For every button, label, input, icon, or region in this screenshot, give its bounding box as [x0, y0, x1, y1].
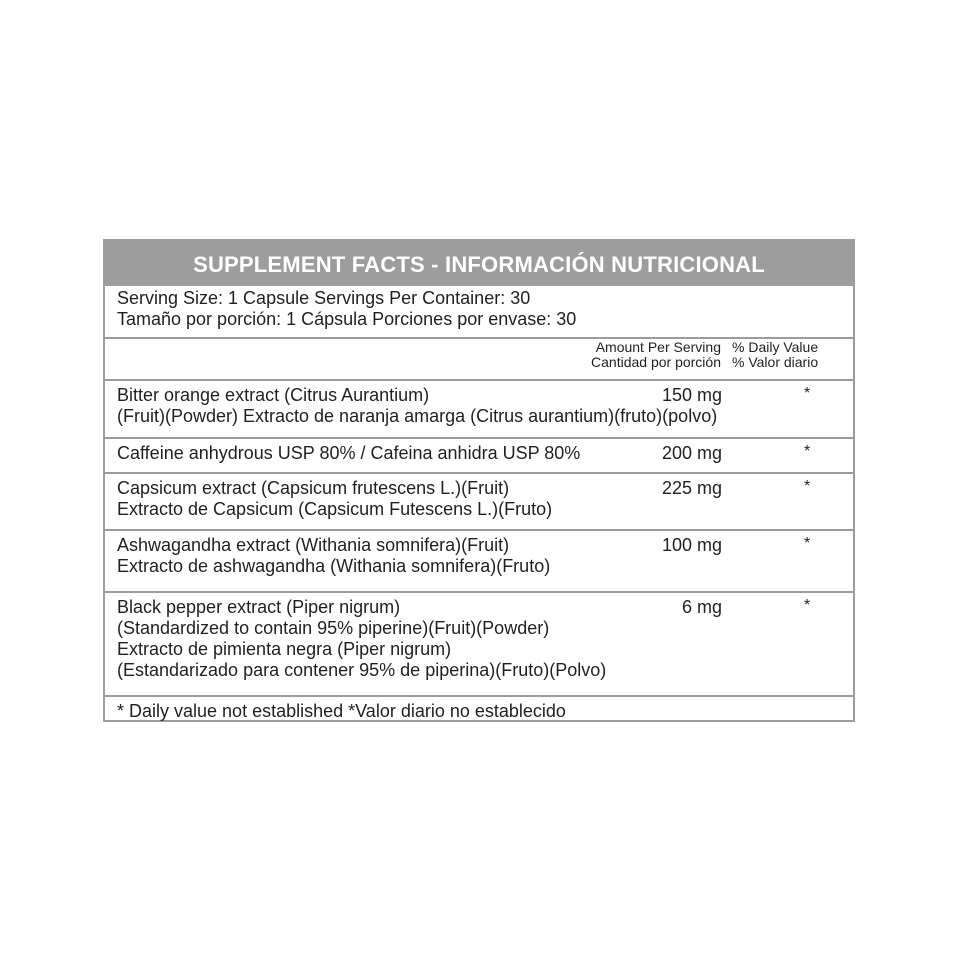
ingredient-name — [117, 385, 717, 427]
ingredient-line: Black pepper extract (Piper nigrum) — [117, 597, 401, 617]
dv-header-en: % Daily Value — [732, 339, 819, 355]
amount-header-en: Amount Per Serving — [595, 339, 721, 355]
ingredient-amount: 200 mg — [661, 443, 722, 463]
daily-value-column-header — [732, 340, 818, 370]
ingredient-line: (Estandarizado para contener 95% de piperina)(Fruto)(Polvo) — [117, 660, 607, 680]
ingredient-row — [105, 474, 853, 529]
daily-value-marker: * — [804, 478, 811, 495]
ingredient-row — [105, 531, 853, 591]
daily-value-marker: * — [804, 443, 811, 460]
ingredient-line: Extracto de Capsicum (Capsicum Futescens L.)(Fruto) — [117, 499, 553, 519]
serving-size-es: Tamaño por porción: 1 Cápsula Porciones por envase: 30 — [117, 309, 577, 329]
column-headers — [105, 339, 853, 379]
ingredient-line: Capsicum extract (Capsicum frutescens L.)(Fruit) — [117, 478, 510, 498]
dv-header-es: % Valor diario — [732, 354, 819, 370]
panel-title: SUPPLEMENT FACTS - INFORMACIÓN NUTRICIONAL — [105, 241, 853, 286]
footnote: * Daily value not established *Valor diario no establecido — [117, 701, 566, 721]
serving-info — [105, 286, 853, 337]
amount-column-header — [591, 340, 721, 370]
ingredient-row — [105, 593, 853, 695]
ingredient-name — [117, 478, 552, 520]
ingredient-line: Ashwagandha extract (Withania somnifera)(Fruit) — [117, 535, 510, 555]
ingredient-line: Caffeine anhydrous USP 80% / Cafeina anhidra USP 80% — [117, 443, 581, 463]
daily-value-marker: * — [804, 535, 811, 552]
ingredient-amount: 225 mg — [661, 478, 722, 498]
supplement-facts-panel — [103, 239, 855, 722]
serving-size-en: Serving Size: 1 Capsule Servings Per Container: 30 — [117, 288, 531, 308]
ingredient-name — [117, 535, 550, 577]
ingredient-line: (Fruit)(Powder) Extracto de naranja amarga (Citrus aurantium)(fruto)(polvo) — [117, 406, 718, 426]
ingredient-name — [117, 443, 580, 464]
ingredient-row — [105, 439, 853, 472]
ingredient-line: Bitter orange extract (Citrus Aurantium) — [117, 385, 430, 405]
ingredient-line: (Standardized to contain 95% piperine)(Fruit)(Powder) — [117, 618, 550, 638]
ingredient-row — [105, 381, 853, 437]
ingredient-line: Extracto de pimienta negra (Piper nigrum) — [117, 639, 452, 659]
ingredient-amount: 100 mg — [661, 535, 722, 555]
daily-value-marker: * — [804, 385, 811, 402]
amount-header-es: Cantidad por porción — [591, 354, 721, 370]
ingredient-amount: 150 mg — [661, 385, 722, 405]
ingredient-line: Extracto de ashwagandha (Withania somnifera)(Fruto) — [117, 556, 551, 576]
daily-value-marker: * — [804, 597, 811, 614]
ingredient-amount: 6 mg — [681, 597, 722, 617]
ingredient-name — [117, 597, 606, 681]
